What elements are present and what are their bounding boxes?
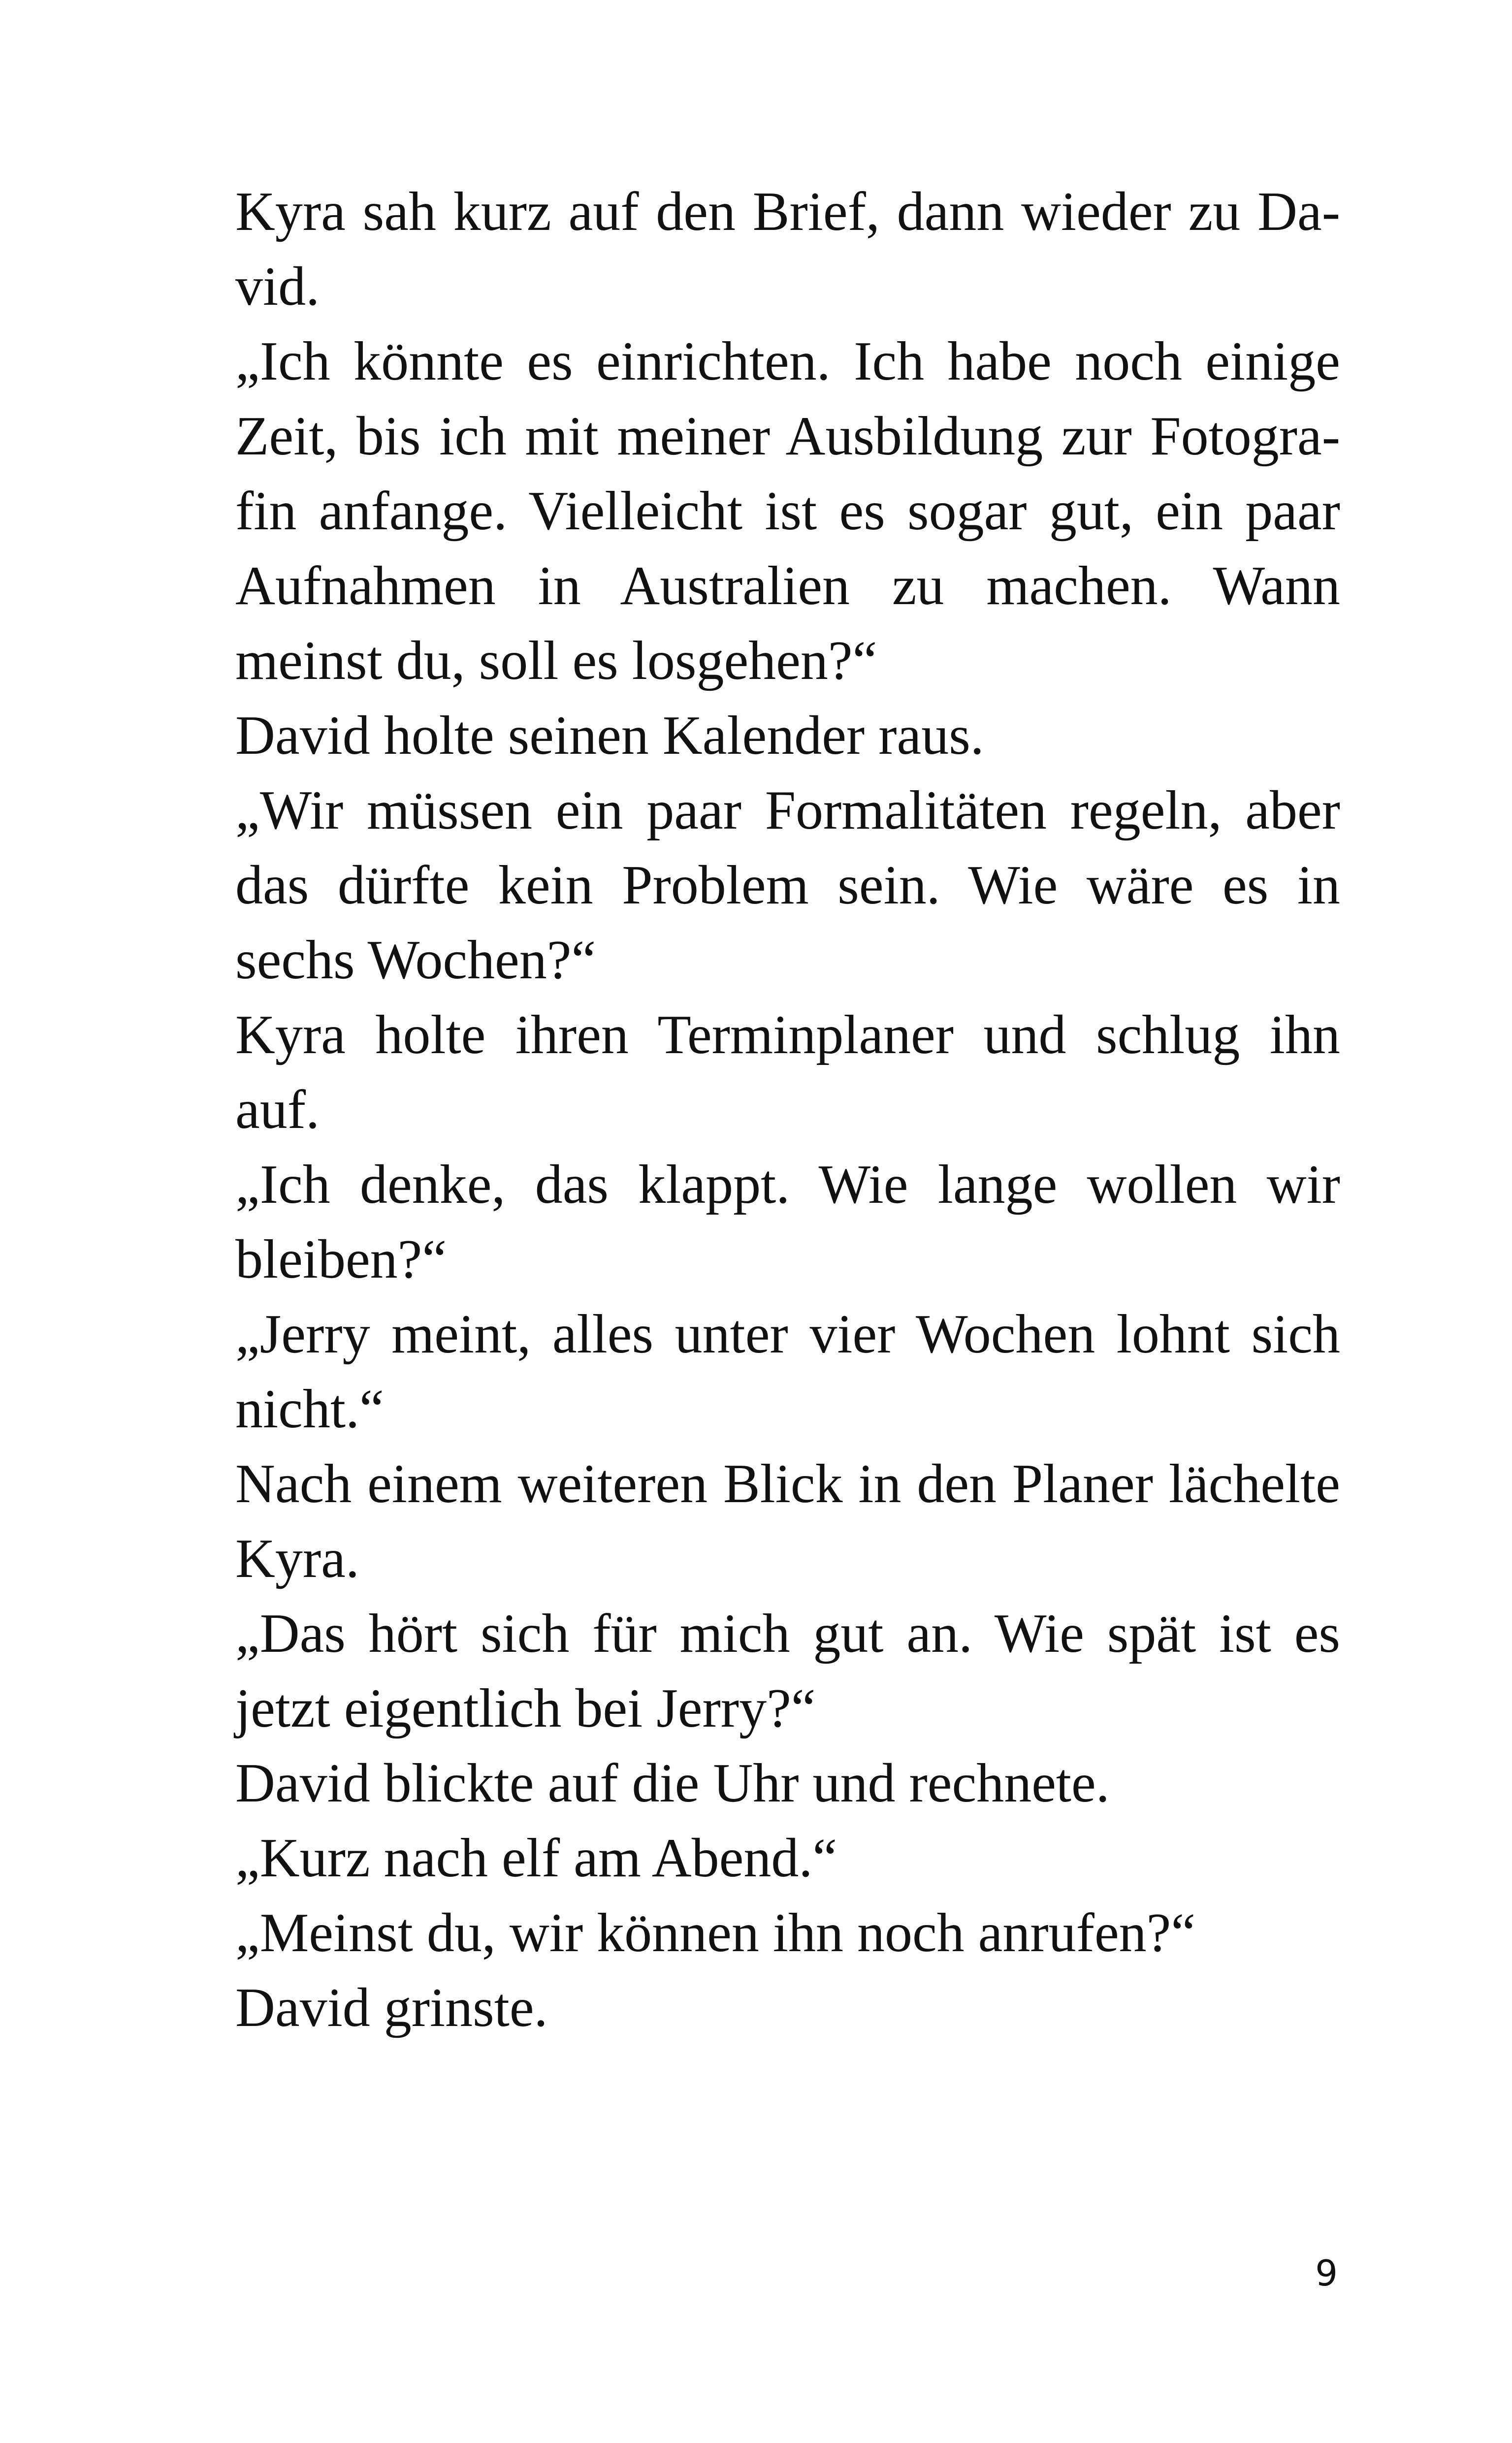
text-line: „Wir müssen ein paar Formalitäten regeln, aber [235,780,1340,841]
text-line: fin anfange. Vielleicht ist es sogar gut, ein paar [235,481,1340,542]
text-line: „Ich könnte es einrichten. Ich habe noch einige [235,331,1340,392]
text-line: sechs Wochen?“ [235,930,596,991]
text-line: „Ich denke, das klappt. Wie lange wollen wir [235,1154,1340,1215]
text-line: Kyra. [235,1528,359,1589]
text-line: bleiben?“ [235,1229,447,1290]
text-line: „Das hört sich für mich gut an. Wie spät ist es [235,1603,1340,1664]
text-line: Aufnahmen in Australien zu machen. Wann [235,555,1340,616]
text-line: „Kurz nach elf am Abend.“ [235,1828,837,1889]
text-line: Kyra sah kurz auf den Brief, dann wieder zu Da- [235,181,1340,242]
text-line: David holte seinen Kalender raus. [235,705,984,766]
text-line: jetzt eigentlich bei Jerry?“ [235,1678,816,1739]
text-line: „Meinst du, wir können ihn noch anrufen?“ [235,1902,1196,1963]
text-line: auf. [235,1079,320,1140]
body-text [235,174,1340,2045]
text-line: Nach einem weiteren Blick in den Planer lächelte [235,1453,1340,1514]
text-line: vid. [235,256,320,317]
text-line: David grinste. [235,1977,548,2038]
text-line: nicht.“ [235,1379,384,1440]
text-line: Kyra holte ihren Terminplaner und schlug ihn [235,1004,1340,1065]
text-line: „Jerry meint, alles unter vier Wochen lohnt sich [235,1304,1340,1365]
page-number: 9 [1315,2252,1338,2294]
text-line: David blickte auf die Uhr und rechnete. [235,1753,1110,1814]
text-line: das dürfte kein Problem sein. Wie wäre es in [235,855,1340,916]
text-line: meinst du, soll es losgehen?“ [235,630,877,691]
text-line: Zeit, bis ich mit meiner Ausbildung zur Fotogra- [235,406,1340,467]
